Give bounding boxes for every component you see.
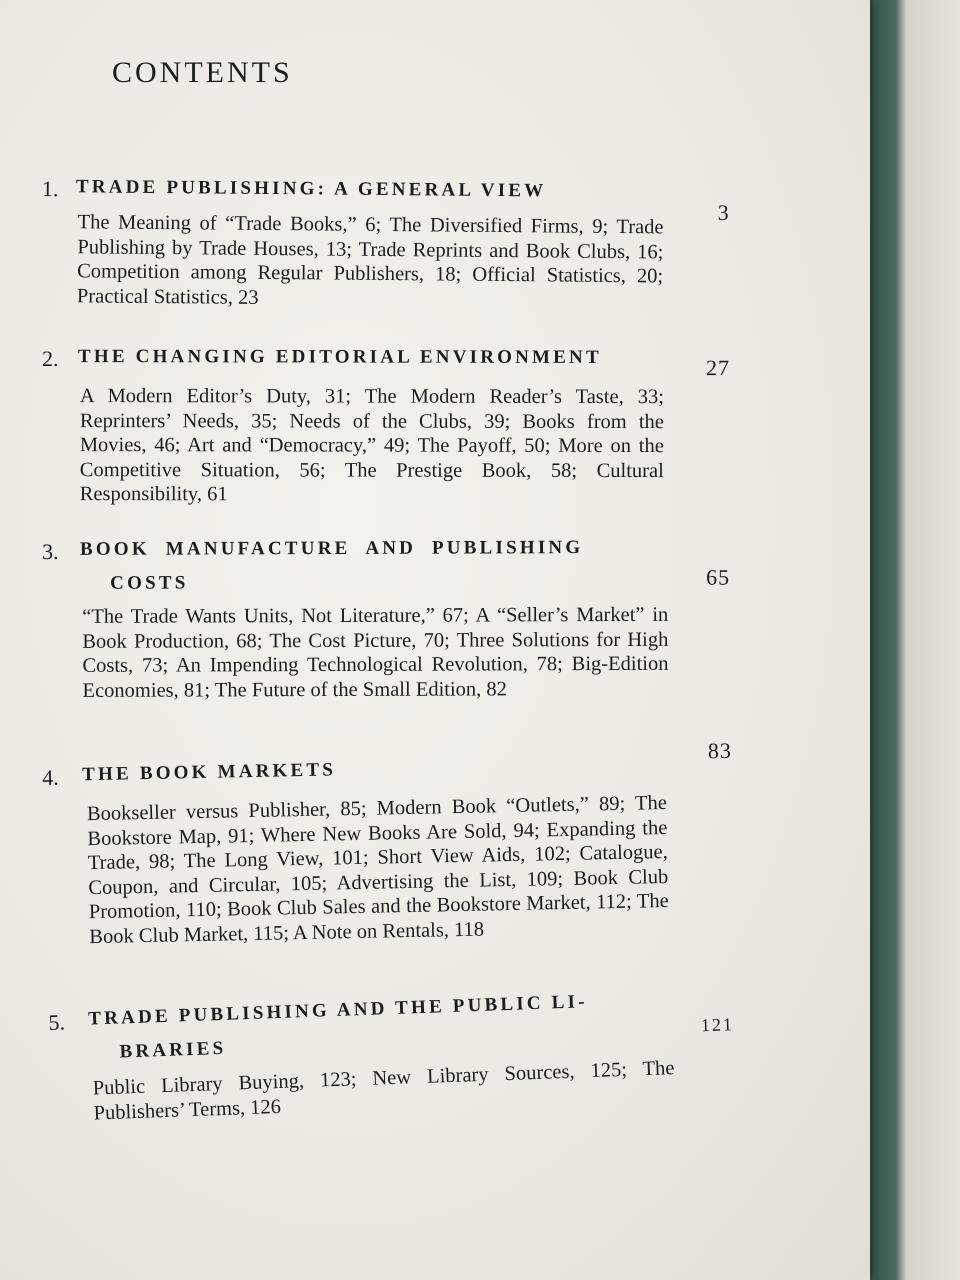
chapter-heading: TRADE PUBLISHING AND THE PUBLIC LI- bbox=[87, 991, 589, 1030]
chapter-description: Bookseller versus Publisher, 85; Modern Book “Outlets,” 89; The Bookstore Map, 91; Where New Books Are Sold, 94; Expanding the Trade, 98; The Long View, 101; Short View Aids, 102; Catalogue, Coupon, and Circular, 105; Advertising the List, 109; Book Club Promotion, 110; Book Club Sales and the Bookstore Market, 112; The Book Club Market, 115; A Note on Rentals, 118 bbox=[86, 792, 669, 948]
chapter-description: A Modern Editor’s Duty, 31; The Modern Reader’s Taste, 33; Reprinters’ Needs, 35; Needs of the Clubs, 39; Books from the Movies, 46; Art and “Democracy,” 49; The Payoff, 50; More on the Competitive Situation, 56; The Prestige Book, 58; Cultural Responsibility, 61 bbox=[79, 385, 664, 506]
chapter-heading-continued: BRARIES bbox=[119, 1037, 227, 1063]
page-number: 65 bbox=[706, 564, 731, 590]
page-number: 27 bbox=[705, 355, 730, 381]
chapter-heading: THE BOOK MARKETS bbox=[81, 759, 337, 786]
chapter-heading-continued: COSTS bbox=[110, 572, 189, 594]
chapter-heading: TRADE PUBLISHING: A GENERAL VIEW bbox=[75, 176, 547, 202]
chapter-description: The Meaning of “Trade Books,” 6; The Diversified Firms, 9; Trade Publishing by Trade Houses, 13; Trade Reprints and Book Clubs, 16; Competition among Regular Publishers, 18; Official Statistics, 20; Practical Statistics, 23 bbox=[76, 211, 664, 309]
chapter-number: 3. bbox=[42, 538, 59, 564]
chapter-number: 1. bbox=[41, 176, 59, 202]
chapter-number: 4. bbox=[42, 764, 59, 790]
chapter-number: 5. bbox=[48, 1009, 66, 1035]
chapter-description: Public Library Buying, 123; New Library Sources, 125; The Publishers’ Terms, 126 bbox=[92, 1057, 675, 1124]
chapter-heading: THE CHANGING EDITORIAL ENVIRONMENT bbox=[77, 346, 602, 368]
chapter-number: 2. bbox=[41, 346, 59, 372]
page-title: CONTENTS bbox=[112, 56, 293, 89]
chapter-heading: BOOK MANUFACTURE AND PUBLISHING bbox=[79, 537, 584, 560]
page-number: 83 bbox=[707, 737, 733, 764]
page-number: 3 bbox=[717, 199, 730, 226]
page-number: 121 bbox=[700, 1014, 735, 1036]
chapter-description: “The Trade Wants Units, Not Literature,” 67; A “Seller’s Market” in Book Production, 68; The Cost Picture, 70; Three Solutions for High Costs, 73; An Impending Technological Revolution, 78; Big-Edition Economies, 81; The Future of the Small Edition, 82 bbox=[82, 603, 669, 702]
table-surface bbox=[868, 0, 960, 1280]
